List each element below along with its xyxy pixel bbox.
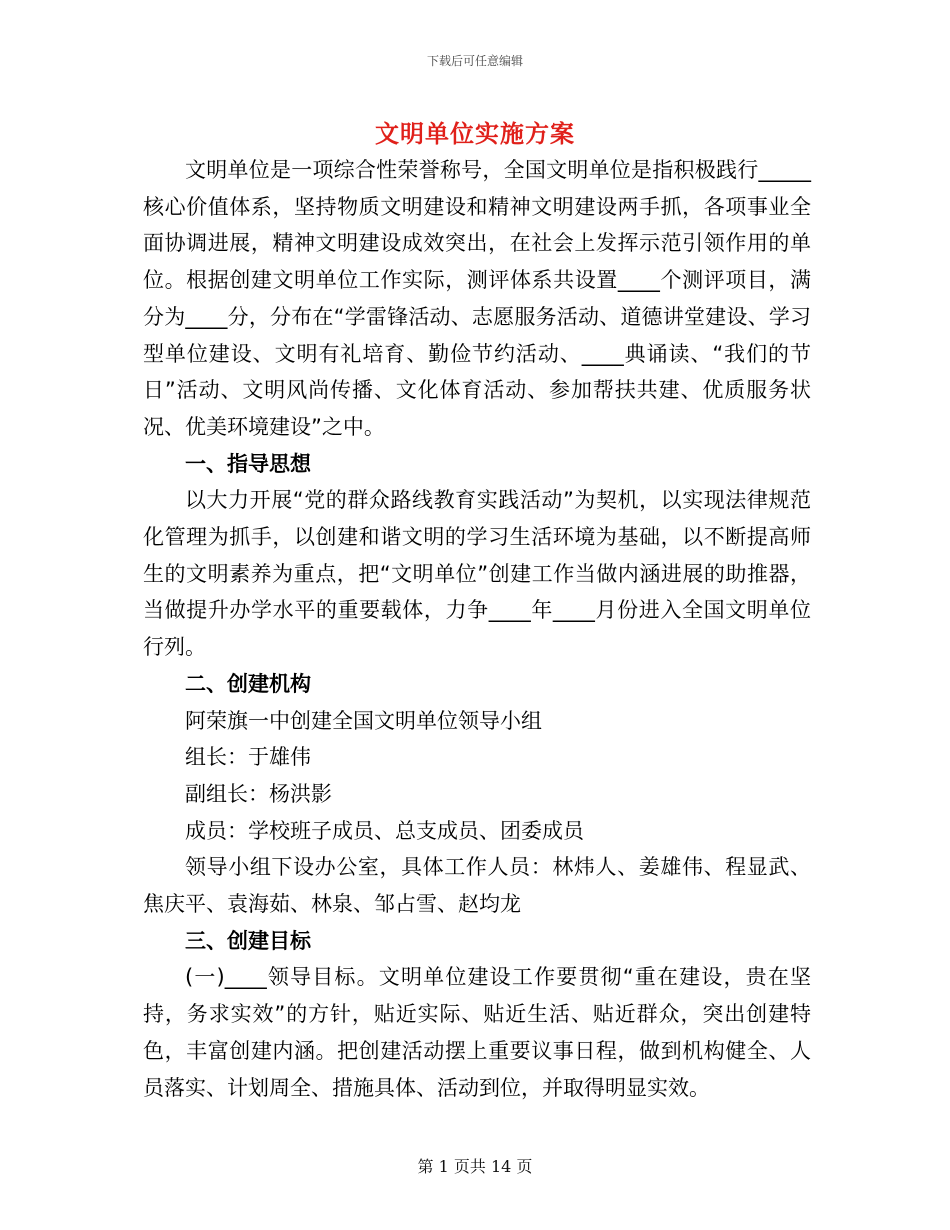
section-heading-organization: 二、创建机构: [185, 671, 311, 696]
organization-members: 成员：学校班子成员、总支成员、团委成员: [185, 818, 584, 843]
organization-office: 领导小组下设办公室，具体工作人员：林炜人、姜雄伟、程显武、焦庆平、袁海茹、林泉、邹占雪、赵均龙: [143, 855, 811, 917]
header-note: 下载后可任意编辑: [426, 54, 523, 68]
intro-paragraph: 文明单位是一项综合性荣誉称号，全国文明单位是指积极践行_____核心价值体系，坚持物质文明建设和精神文明建设两手抓，各项事业全面协调进展，精神文明建设成效突出，在社会上发挥示范引领作用的单位。根据创建文明单位工作实际，测评体系共设置____个测评项目，满分为____分，分布在“学雷锋活动、志愿服务活动、道德讲堂建设、学习型单位建设、文明有礼培育、勤俭节约活动、____典诵读、“我们的节日”活动、文明风尚传播、文化体育活动、参加帮扶共建、优质服务状况、优美环境建设”之中。: [143, 158, 811, 439]
organization-leader: 组长：于雄伟: [185, 745, 311, 770]
goals-item-1: (一)____领导目标。文明单位建设工作要贯彻“重在建设，贵在坚持，务求实效”的方针，贴近实际、贴近生活、贴近群众，突出创建特色，丰富创建内涵。把创建活动摆上重要议事日程，做到机构健全、人员落实、计划周全、措施具体、活动到位，并取得明显实效。: [143, 965, 811, 1100]
organization-deputy-leader: 副组长：杨洪影: [185, 781, 332, 806]
guiding-ideology-paragraph: 以大力开展“党的群众路线教育实践活动”为契机，以实现法律规范化管理为抓手，以创建和谐文明的学习生活环境为基础，以不断提高师生的文明素养为重点，把“文明单位”创建工作当做内涵进展的助推器，当做提升办学水平的重要载体，力争____年____月份进入全国文明单位行列。: [143, 488, 811, 660]
page-footer: 第 1 页共 14 页: [417, 1157, 533, 1176]
section-heading-goals: 三、创建目标: [185, 928, 311, 953]
section-heading-guiding-ideology: 一、指导思想: [185, 451, 311, 476]
document-title: 文明单位实施方案: [375, 120, 575, 148]
organization-group-name: 阿荣旗一中创建全国文明单位领导小组: [185, 708, 542, 733]
document-body: [143, 152, 811, 1106]
